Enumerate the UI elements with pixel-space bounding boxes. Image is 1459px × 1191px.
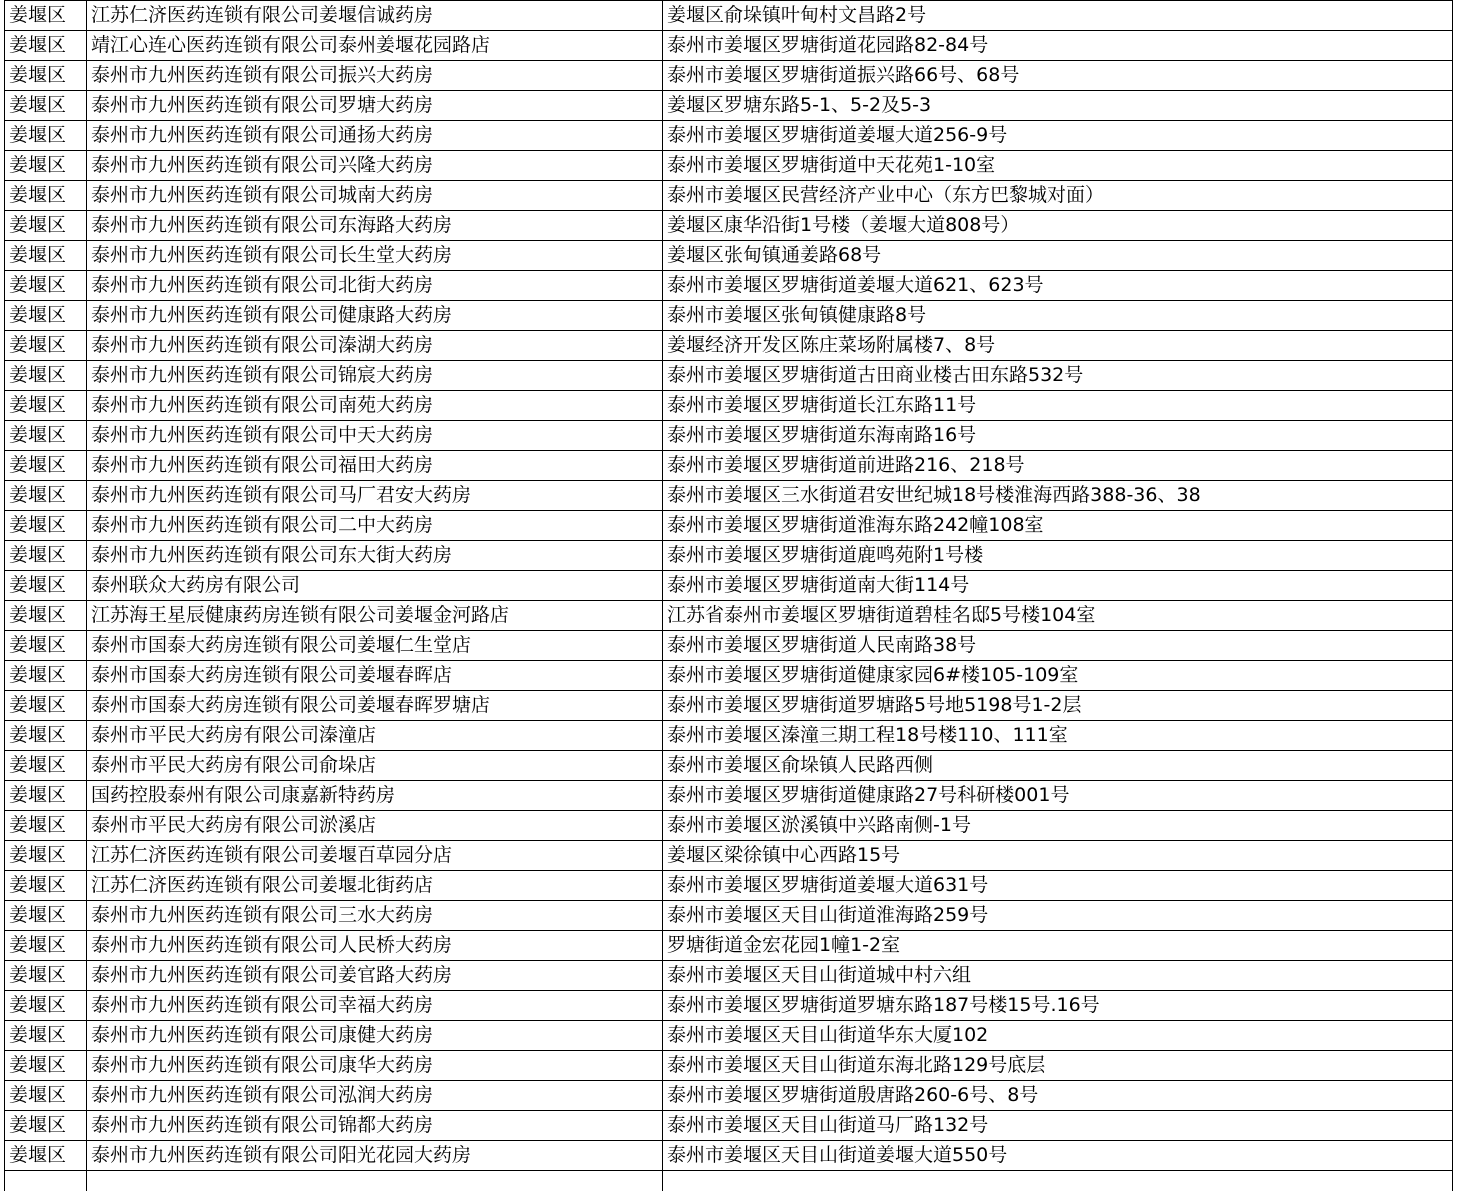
table-row	[5, 1141, 1453, 1171]
district-cell[interactable]: 姜堰区	[5, 571, 87, 601]
address-cell[interactable]: 江苏省泰州市姜堰区罗塘街道碧桂名邸5号楼104室	[663, 601, 1453, 631]
district-cell[interactable]: 姜堰区	[5, 1141, 87, 1171]
address-cell[interactable]: 泰州市姜堰区罗塘街道人民南路38号	[663, 631, 1453, 661]
pharmacy-name-cell[interactable]: 泰州市国泰大药房连锁有限公司姜堰春晖店	[87, 661, 663, 691]
district-cell[interactable]: 姜堰区	[5, 181, 87, 211]
table-row	[5, 241, 1453, 271]
address-cell[interactable]: 泰州市姜堰区罗塘街道罗塘路5号地5198号1-2层	[663, 691, 1453, 721]
district-cell[interactable]: 姜堰区	[5, 811, 87, 841]
district-cell[interactable]: 姜堰区	[5, 901, 87, 931]
address-cell[interactable]: 姜堰区罗塘东路5-1、5-2及5-3	[663, 91, 1453, 121]
pharmacy-name-cell[interactable]: 泰州市九州医药连锁有限公司阳光花园大药房	[87, 1141, 663, 1171]
address-cell[interactable]: 姜堰区梁徐镇中心西路15号	[663, 841, 1453, 871]
district-cell[interactable]: 姜堰区	[5, 421, 87, 451]
pharmacy-name-cell[interactable]: 泰州市九州医药连锁有限公司东海路大药房	[87, 211, 663, 241]
pharmacy-name-cell[interactable]: 江苏海王星辰健康药房连锁有限公司姜堰金河路店	[87, 601, 663, 631]
address-cell[interactable]: 泰州市姜堰区罗塘街道东海南路16号	[663, 421, 1453, 451]
district-cell[interactable]: 姜堰区	[5, 691, 87, 721]
address-cell[interactable]: 泰州市姜堰区罗塘街道振兴路66号、68号	[663, 61, 1453, 91]
pharmacy-name-cell[interactable]: 泰州市九州医药连锁有限公司城南大药房	[87, 181, 663, 211]
pharmacy-name-cell[interactable]: 泰州市九州医药连锁有限公司长生堂大药房	[87, 241, 663, 271]
table-row	[5, 481, 1453, 511]
district-cell[interactable]: 姜堰区	[5, 361, 87, 391]
address-cell[interactable]: 姜堰区康华沿街1号楼（姜堰大道808号）	[663, 211, 1453, 241]
table-row	[5, 661, 1453, 691]
pharmacy-name-cell[interactable]: 泰州市九州医药连锁有限公司锦都大药房	[87, 1111, 663, 1141]
table-row	[5, 1111, 1453, 1141]
table-row	[5, 871, 1453, 901]
address-cell[interactable]: 泰州市姜堰区天目山街道东海北路129号底层	[663, 1051, 1453, 1081]
district-cell[interactable]: 姜堰区	[5, 121, 87, 151]
district-cell[interactable]: 姜堰区	[5, 871, 87, 901]
table-row	[5, 781, 1453, 811]
table-row	[5, 961, 1453, 991]
pharmacy-name-cell[interactable]: 泰州市九州医药连锁有限公司锦宸大药房	[87, 361, 663, 391]
address-cell[interactable]	[663, 1171, 1453, 1191]
table-row	[5, 901, 1453, 931]
pharmacy-name-cell[interactable]: 泰州市九州医药连锁有限公司北街大药房	[87, 271, 663, 301]
address-cell[interactable]: 泰州市姜堰区天目山街道姜堰大道550号	[663, 1141, 1453, 1171]
address-cell[interactable]: 泰州市姜堰区天目山街道淮海路259号	[663, 901, 1453, 931]
pharmacy-name-cell[interactable]: 泰州市九州医药连锁有限公司幸福大药房	[87, 991, 663, 1021]
pharmacy-name-cell[interactable]: 泰州市九州医药连锁有限公司二中大药房	[87, 511, 663, 541]
district-cell[interactable]: 姜堰区	[5, 631, 87, 661]
pharmacy-name-cell[interactable]: 泰州市平民大药房有限公司俞垛店	[87, 751, 663, 781]
address-cell[interactable]: 泰州市姜堰区罗塘街道淮海东路242幢108室	[663, 511, 1453, 541]
address-cell[interactable]: 泰州市姜堰区罗塘街道长江东路11号	[663, 391, 1453, 421]
pharmacy-name-cell[interactable]: 泰州市九州医药连锁有限公司康华大药房	[87, 1051, 663, 1081]
table-row	[5, 931, 1453, 961]
table-row	[5, 571, 1453, 601]
address-cell[interactable]: 泰州市姜堰区罗塘街道姜堰大道256-9号	[663, 121, 1453, 151]
district-cell[interactable]: 姜堰区	[5, 1, 87, 31]
pharmacy-name-cell[interactable]: 泰州联众大药房有限公司	[87, 571, 663, 601]
pharmacy-name-cell[interactable]: 泰州市九州医药连锁有限公司兴隆大药房	[87, 151, 663, 181]
district-cell[interactable]: 姜堰区	[5, 991, 87, 1021]
district-cell[interactable]: 姜堰区	[5, 271, 87, 301]
address-cell[interactable]: 泰州市姜堰区罗塘街道殷唐路260-6号、8号	[663, 1081, 1453, 1111]
address-cell[interactable]: 泰州市姜堰区罗塘街道姜堰大道621、623号	[663, 271, 1453, 301]
table-row	[5, 811, 1453, 841]
pharmacy-table	[4, 0, 1453, 1191]
pharmacy-name-cell[interactable]: 泰州市九州医药连锁有限公司姜官路大药房	[87, 961, 663, 991]
address-cell[interactable]: 姜堰区俞垛镇叶甸村文昌路2号	[663, 1, 1453, 31]
address-cell[interactable]: 泰州市姜堰区天目山街道马厂路132号	[663, 1111, 1453, 1141]
table-row	[5, 361, 1453, 391]
district-cell[interactable]: 姜堰区	[5, 1051, 87, 1081]
table-row	[5, 181, 1453, 211]
district-cell[interactable]: 姜堰区	[5, 331, 87, 361]
pharmacy-name-cell[interactable]: 泰州市九州医药连锁有限公司康健大药房	[87, 1021, 663, 1051]
pharmacy-name-cell[interactable]: 泰州市国泰大药房连锁有限公司姜堰春晖罗塘店	[87, 691, 663, 721]
address-cell[interactable]: 泰州市姜堰区罗塘街道古田商业楼古田东路532号	[663, 361, 1453, 391]
pharmacy-name-cell[interactable]: 泰州市九州医药连锁有限公司中天大药房	[87, 421, 663, 451]
table-row	[5, 61, 1453, 91]
district-cell[interactable]: 姜堰区	[5, 151, 87, 181]
pharmacy-name-cell[interactable]: 泰州市平民大药房有限公司淤溪店	[87, 811, 663, 841]
table-row	[5, 1081, 1453, 1111]
table-row	[5, 151, 1453, 181]
table-row	[5, 541, 1453, 571]
address-cell[interactable]: 泰州市姜堰区淤溪镇中兴路南侧-1号	[663, 811, 1453, 841]
district-cell[interactable]: 姜堰区	[5, 751, 87, 781]
table-row	[5, 1021, 1453, 1051]
pharmacy-name-cell[interactable]: 泰州市九州医药连锁有限公司泓润大药房	[87, 1081, 663, 1111]
table-row	[5, 1171, 1453, 1191]
pharmacy-name-cell[interactable]	[87, 1171, 663, 1191]
pharmacy-name-cell[interactable]: 泰州市九州医药连锁有限公司马厂君安大药房	[87, 481, 663, 511]
pharmacy-name-cell[interactable]: 靖江心连心医药连锁有限公司泰州姜堰花园路店	[87, 31, 663, 61]
district-cell[interactable]: 姜堰区	[5, 451, 87, 481]
district-cell[interactable]: 姜堰区	[5, 661, 87, 691]
district-cell[interactable]: 姜堰区	[5, 391, 87, 421]
address-cell[interactable]: 泰州市姜堰区罗塘街道罗塘东路187号楼15号.16号	[663, 991, 1453, 1021]
district-cell[interactable]: 姜堰区	[5, 301, 87, 331]
pharmacy-name-cell[interactable]: 江苏仁济医药连锁有限公司姜堰北街药店	[87, 871, 663, 901]
pharmacy-name-cell[interactable]: 泰州市平民大药房有限公司溱潼店	[87, 721, 663, 751]
table-row	[5, 331, 1453, 361]
district-cell[interactable]: 姜堰区	[5, 31, 87, 61]
address-cell[interactable]: 罗塘街道金宏花园1幢1-2室	[663, 931, 1453, 961]
pharmacy-name-cell[interactable]: 江苏仁济医药连锁有限公司姜堰信诚药房	[87, 1, 663, 31]
table-row	[5, 991, 1453, 1021]
address-cell[interactable]: 泰州市姜堰区天目山街道华东大厦102	[663, 1021, 1453, 1051]
table-row	[5, 421, 1453, 451]
district-cell[interactable]: 姜堰区	[5, 601, 87, 631]
table-row	[5, 451, 1453, 481]
address-cell[interactable]: 泰州市姜堰区溱潼三期工程18号楼110、111室	[663, 721, 1453, 751]
district-cell[interactable]	[5, 1171, 87, 1191]
address-cell[interactable]: 泰州市姜堰区罗塘街道花园路82-84号	[663, 31, 1453, 61]
district-cell[interactable]: 姜堰区	[5, 211, 87, 241]
pharmacy-name-cell[interactable]: 泰州市九州医药连锁有限公司罗塘大药房	[87, 91, 663, 121]
pharmacy-name-cell[interactable]: 国药控股泰州有限公司康嘉新特药房	[87, 781, 663, 811]
table-row	[5, 691, 1453, 721]
district-cell[interactable]: 姜堰区	[5, 961, 87, 991]
district-cell[interactable]: 姜堰区	[5, 511, 87, 541]
address-cell[interactable]: 泰州市姜堰区罗塘街道南大街114号	[663, 571, 1453, 601]
address-cell[interactable]: 泰州市姜堰区三水街道君安世纪城18号楼淮海西路388-36、38	[663, 481, 1453, 511]
address-cell[interactable]: 泰州市姜堰区罗塘街道中天花苑1-10室	[663, 151, 1453, 181]
table-row	[5, 271, 1453, 301]
pharmacy-name-cell[interactable]: 泰州市九州医药连锁有限公司通扬大药房	[87, 121, 663, 151]
district-cell[interactable]: 姜堰区	[5, 721, 87, 751]
pharmacy-name-cell[interactable]: 泰州市九州医药连锁有限公司东大街大药房	[87, 541, 663, 571]
pharmacy-name-cell[interactable]: 泰州市九州医药连锁有限公司三水大药房	[87, 901, 663, 931]
district-cell[interactable]: 姜堰区	[5, 841, 87, 871]
table-row	[5, 91, 1453, 121]
address-cell[interactable]: 泰州市姜堰区俞垛镇人民路西侧	[663, 751, 1453, 781]
table-row	[5, 841, 1453, 871]
address-cell[interactable]: 泰州市姜堰区天目山街道城中村六组	[663, 961, 1453, 991]
table-row	[5, 1051, 1453, 1081]
address-cell[interactable]: 姜堰区张甸镇通姜路68号	[663, 241, 1453, 271]
district-cell[interactable]: 姜堰区	[5, 541, 87, 571]
table-row	[5, 1, 1453, 31]
pharmacy-name-cell[interactable]: 泰州市九州医药连锁有限公司溱湖大药房	[87, 331, 663, 361]
district-cell[interactable]: 姜堰区	[5, 781, 87, 811]
district-cell[interactable]: 姜堰区	[5, 1021, 87, 1051]
pharmacy-name-cell[interactable]: 泰州市九州医药连锁有限公司人民桥大药房	[87, 931, 663, 961]
address-cell[interactable]: 泰州市姜堰区罗塘街道前进路216、218号	[663, 451, 1453, 481]
district-cell[interactable]: 姜堰区	[5, 1081, 87, 1111]
table-row	[5, 31, 1453, 61]
table-row	[5, 391, 1453, 421]
district-cell[interactable]: 姜堰区	[5, 481, 87, 511]
table-row	[5, 211, 1453, 241]
district-cell[interactable]: 姜堰区	[5, 931, 87, 961]
table-row	[5, 511, 1453, 541]
address-cell[interactable]: 泰州市姜堰区张甸镇健康路8号	[663, 301, 1453, 331]
pharmacy-name-cell[interactable]: 泰州市九州医药连锁有限公司振兴大药房	[87, 61, 663, 91]
address-cell[interactable]: 泰州市姜堰区罗塘街道健康路27号科研楼001号	[663, 781, 1453, 811]
table-row	[5, 601, 1453, 631]
address-cell[interactable]: 泰州市姜堰区罗塘街道鹿鸣苑附1号楼	[663, 541, 1453, 571]
table-body	[5, 1, 1453, 1191]
district-cell[interactable]: 姜堰区	[5, 91, 87, 121]
pharmacy-name-cell[interactable]: 泰州市九州医药连锁有限公司南苑大药房	[87, 391, 663, 421]
table-row	[5, 301, 1453, 331]
address-cell[interactable]: 泰州市姜堰区罗塘街道姜堰大道631号	[663, 871, 1453, 901]
pharmacy-name-cell[interactable]: 泰州市九州医药连锁有限公司健康路大药房	[87, 301, 663, 331]
address-cell[interactable]: 泰州市姜堰区民营经济产业中心（东方巴黎城对面）	[663, 181, 1453, 211]
district-cell[interactable]: 姜堰区	[5, 241, 87, 271]
address-cell[interactable]: 泰州市姜堰区罗塘街道健康家园6#楼105-109室	[663, 661, 1453, 691]
district-cell[interactable]: 姜堰区	[5, 61, 87, 91]
table-row	[5, 631, 1453, 661]
table-row	[5, 721, 1453, 751]
pharmacy-name-cell[interactable]: 泰州市国泰大药房连锁有限公司姜堰仁生堂店	[87, 631, 663, 661]
address-cell[interactable]: 姜堰经济开发区陈庄菜场附属楼7、8号	[663, 331, 1453, 361]
table-row	[5, 121, 1453, 151]
pharmacy-name-cell[interactable]: 江苏仁济医药连锁有限公司姜堰百草园分店	[87, 841, 663, 871]
pharmacy-name-cell[interactable]: 泰州市九州医药连锁有限公司福田大药房	[87, 451, 663, 481]
table-row	[5, 751, 1453, 781]
district-cell[interactable]: 姜堰区	[5, 1111, 87, 1141]
